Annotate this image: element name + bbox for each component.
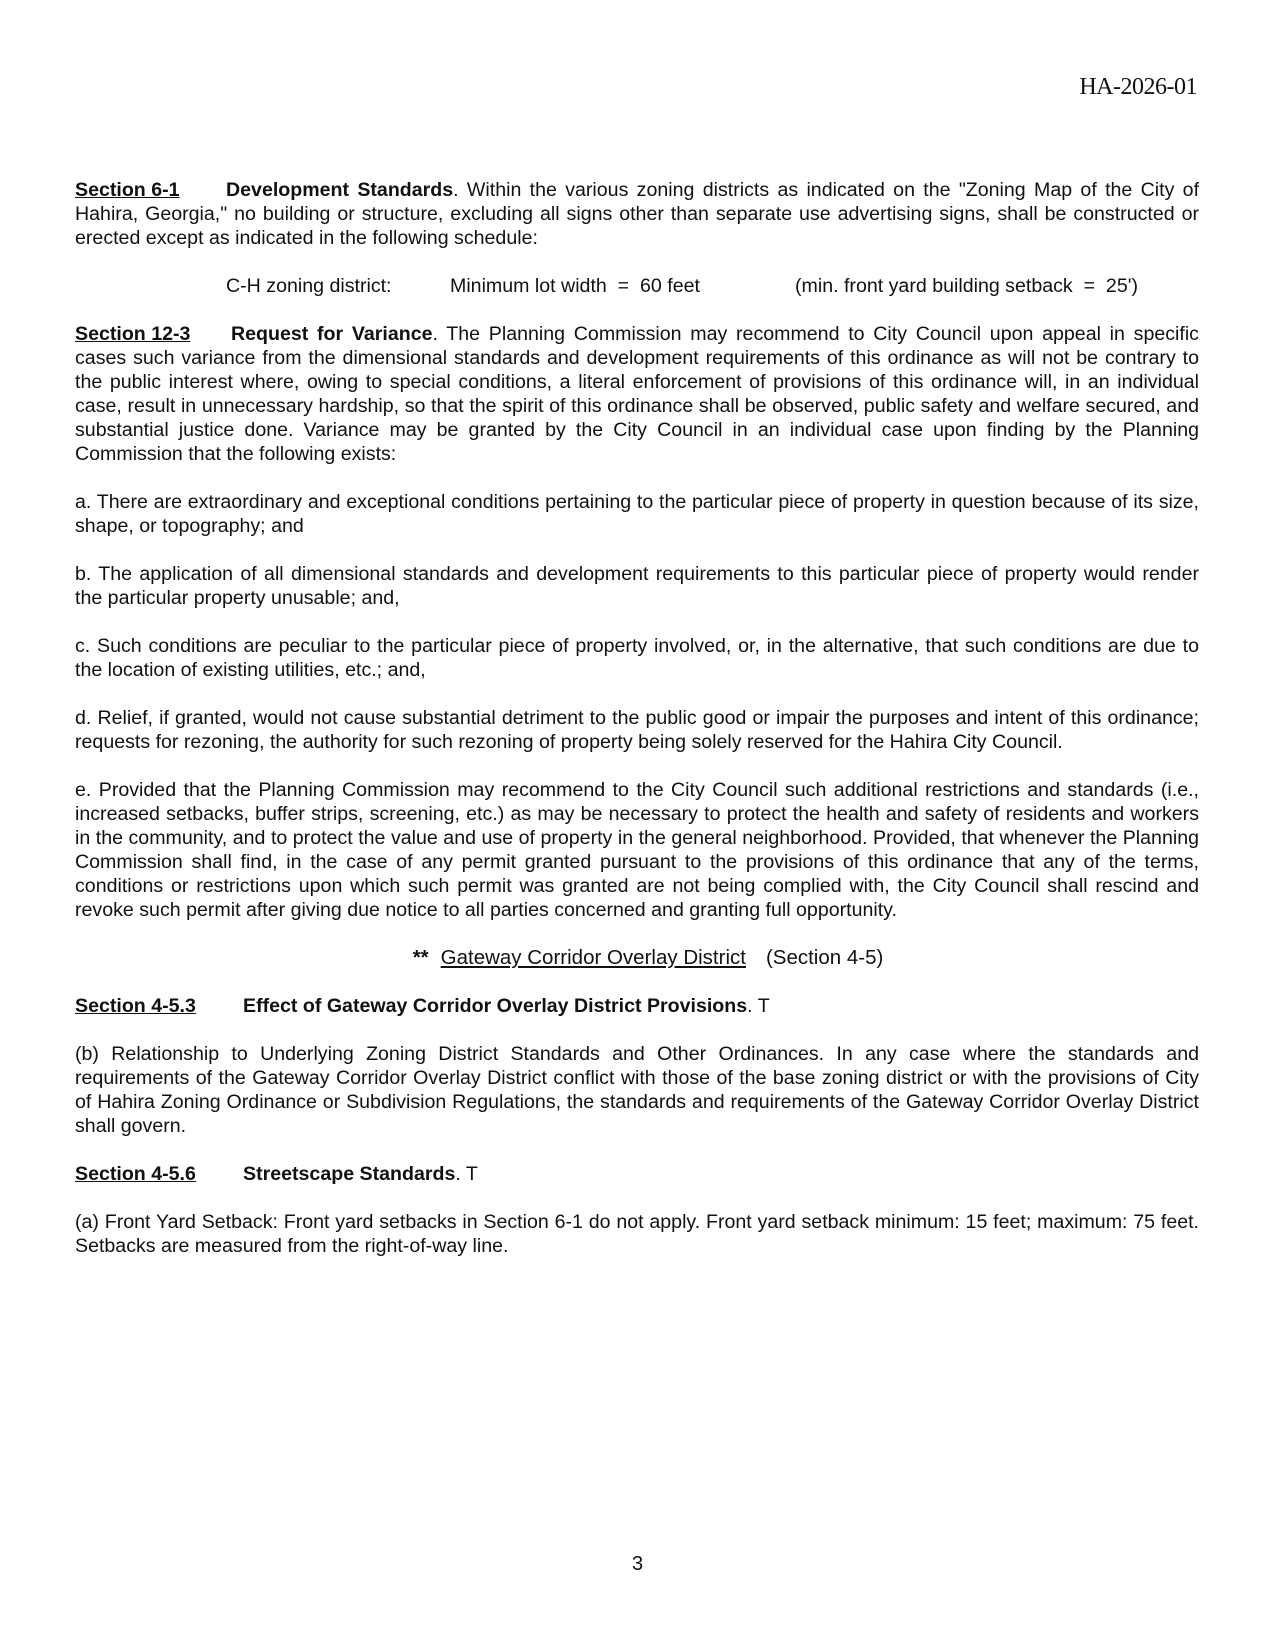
section-title: Effect of Gateway Corridor Overlay District Provisions [243,995,748,1017]
section-6-1 [75,178,1199,250]
variance-item-a: a. There are extraordinary and exceptional conditions pertaining to the particular piece of property in question because of its size, shape, or topography; and [75,491,1199,537]
section-text: . The Planning Commission may recommend to City Council upon appeal in specific cases such variance from the dimensional standards and development requirements of this ordinance as will not be contrary to the public interest where, owing to special conditions, a literal enforcement of provisions of this ordinance will, in an individual case, result in unnecessary hardship, so that the spirit of this ordinance shall be observed, public safety and welfare secured, and substantial justice done. Variance may be granted by the City Council in an individual case upon finding by the Planning Commission that the following exists: [75,323,1199,465]
section-4-5-6-text: (a) Front Yard Setback: Front yard setbacks in Section 6-1 do not apply. Front yard setback minimum: 15 feet; maximum: 75 feet. Setbacks are measured from the right-of-way line. [75,1211,1199,1257]
variance-item-b: b. The application of all dimensional standards and development requirements to this particular piece of property would render the particular property unusable; and, [75,563,1199,609]
variance-item-e: e. Provided that the Planning Commission may recommend to the City Council such additional restrictions and standards (i.e., increased setbacks, buffer strips, screening, etc.) as may be necessary to protect the health and safety of residents and workers in the community, and to protect the value and use of property in the general neighborhood. Provided, that whenever the Planning Commission shall find, in the case of any permit granted pursuant to the provisions of this ordinance that any of the terms, conditions or restrictions upon which such permit was granted are not being complied with, the City Council shall rescind and revoke such permit after giving due notice to all parties concerned and granting full opportunity. [75,779,1199,921]
page-number: 3 [631,1553,644,1575]
section-title: Development Standards [226,179,454,201]
overlay-district-heading [75,946,1199,970]
overlay-district-ref: (Section 4-5) [765,946,884,969]
zoning-schedule [75,274,1199,298]
section-text: . Within the various zoning districts as indicated on the "Zoning Map of the City of Hahira, Georgia," no building or structure, excluding all signs other than separate use advertising signs, shall be constructed or erected except as indicated in the following schedule: [75,179,1200,249]
section-number: Section 12-3 [75,323,191,345]
variance-item-d: d. Relief, if granted, would not cause substantial detriment to the public good or impair the purposes and intent of this ordinance; requests for rezoning, the authority for such rezoning of property being solely reserved for the Hahira City Council. [75,707,1199,753]
schedule-setback: (min. front yard building setback = 25') [795,275,1138,297]
section-4-5-3-heading [75,994,1199,1018]
section-4-5-6-heading [75,1162,1199,1186]
document-id: HA-2026-01 [1079,74,1197,100]
section-suffix: . T [747,995,770,1017]
variance-item-c: c. Such conditions are peculiar to the particular piece of property involved, or, in the alternative, that such conditions are due to the location of existing utilities, etc.; and, [75,635,1199,681]
section-number: Section 4-5.6 [75,1163,196,1185]
overlay-district-name: Gateway Corridor Overlay District [440,946,746,969]
schedule-district: C-H zoning district: [226,275,392,297]
section-suffix: . T [455,1163,478,1185]
overlay-stars: ** [412,946,429,969]
section-number: Section 6-1 [75,179,180,201]
section-title: Streetscape Standards [243,1163,456,1185]
section-number: Section 4-5.3 [75,995,196,1017]
schedule-lot-width: Minimum lot width = 60 feet [450,275,700,297]
section-12-3 [75,322,1199,466]
section-4-5-3-text: (b) Relationship to Underlying Zoning District Standards and Other Ordinances. In any case where the standards and requirements of the Gateway Corridor Overlay District conflict with those of the base zoning district or with the provisions of City of Hahira Zoning Ordinance or Subdivision Regulations, the standards and requirements of the Gateway Corridor Overlay District shall govern. [75,1043,1199,1137]
document-body [75,178,1199,1282]
section-title: Request for Variance [231,323,433,345]
